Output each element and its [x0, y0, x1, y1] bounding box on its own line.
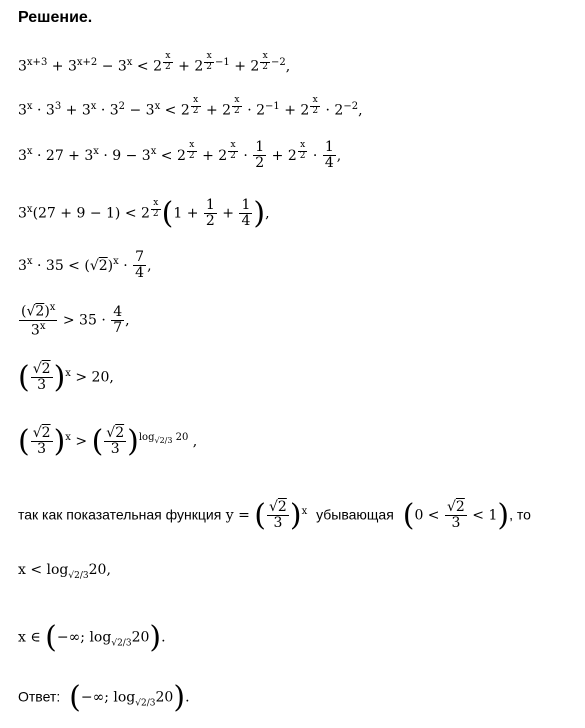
equation-line-10: $x < \log_{√2/3}20$, — [18, 562, 111, 581]
equation-line-1: $3^{x+3} + 3^{x+2} - 3^x < 2$ $^{\frac{x}{2}}$ + 2 $^{\frac{x}{2} -1}$ + 2 $^{\frac{x}{2} -2}$, — [18, 51, 291, 75]
equation-line-5: $3^x \cdot 35 < (√2)^x$ · $\frac{7}{4}$ , — [18, 249, 152, 282]
line9-mid: убывающая — [316, 506, 394, 523]
solution-heading: Решение. — [18, 9, 93, 26]
line9-text: так как показательная функция — [18, 506, 222, 523]
equation-line-6: $\frac{(√2)^x}{3^x}$ > 35 · $\frac{4}{7}$ , — [21, 302, 130, 339]
answer-label: Ответ: — [18, 688, 61, 705]
equation-line-3: $3^x \cdot 27 + 3^x \cdot 9 - 3^x < 2$ $^{\frac{x}{2}}$ + 2 $^{\frac{x}{2}}$ · $\frac{1}{2}$ + 2 $^{\frac{x}{2}}$ · $\frac{1}{4}$ , — [18, 139, 342, 172]
equation-line-4: $3^x(27 + 9 - 1) < 2$ $^{\frac{x}{2}}$ (1 + $\frac{1}{2}$ + $\frac{1}{4}$ ), — [18, 196, 270, 231]
equation-line-8: ( $\frac{√2}{3}$ )$^x$ > ( $\frac{√2}{3}$ )$^{log_{√2/3} 20}$ , — [18, 424, 198, 459]
line9-end: , то — [509, 506, 531, 523]
answer-line: Ответ: (−∞; $\log_{√2/3}20$). — [18, 680, 190, 715]
equation-line-7: ( $\frac{√2}{3}$ )$^x$ > 20, — [18, 360, 114, 395]
equation-line-9: так как показательная функция y = ( $\frac{√2}{3}$ )$^x$ убывающая (0 < $\frac{√2}{3}$ < 1), то — [18, 498, 531, 533]
equation-line-11: x ∈ (−∞; $\log_{√2/3}20$). — [18, 620, 166, 655]
equation-line-2: $3^x \cdot 3^3 + 3^x \cdot 3^2 - 3^x < 2$ $^{\frac{x}{2}}$ + 2 $^{\frac{x}{2}}$ · $2^{-1} + 2$ $^{\frac{x}{2}}$ · $2^{-2}$, — [18, 95, 363, 119]
